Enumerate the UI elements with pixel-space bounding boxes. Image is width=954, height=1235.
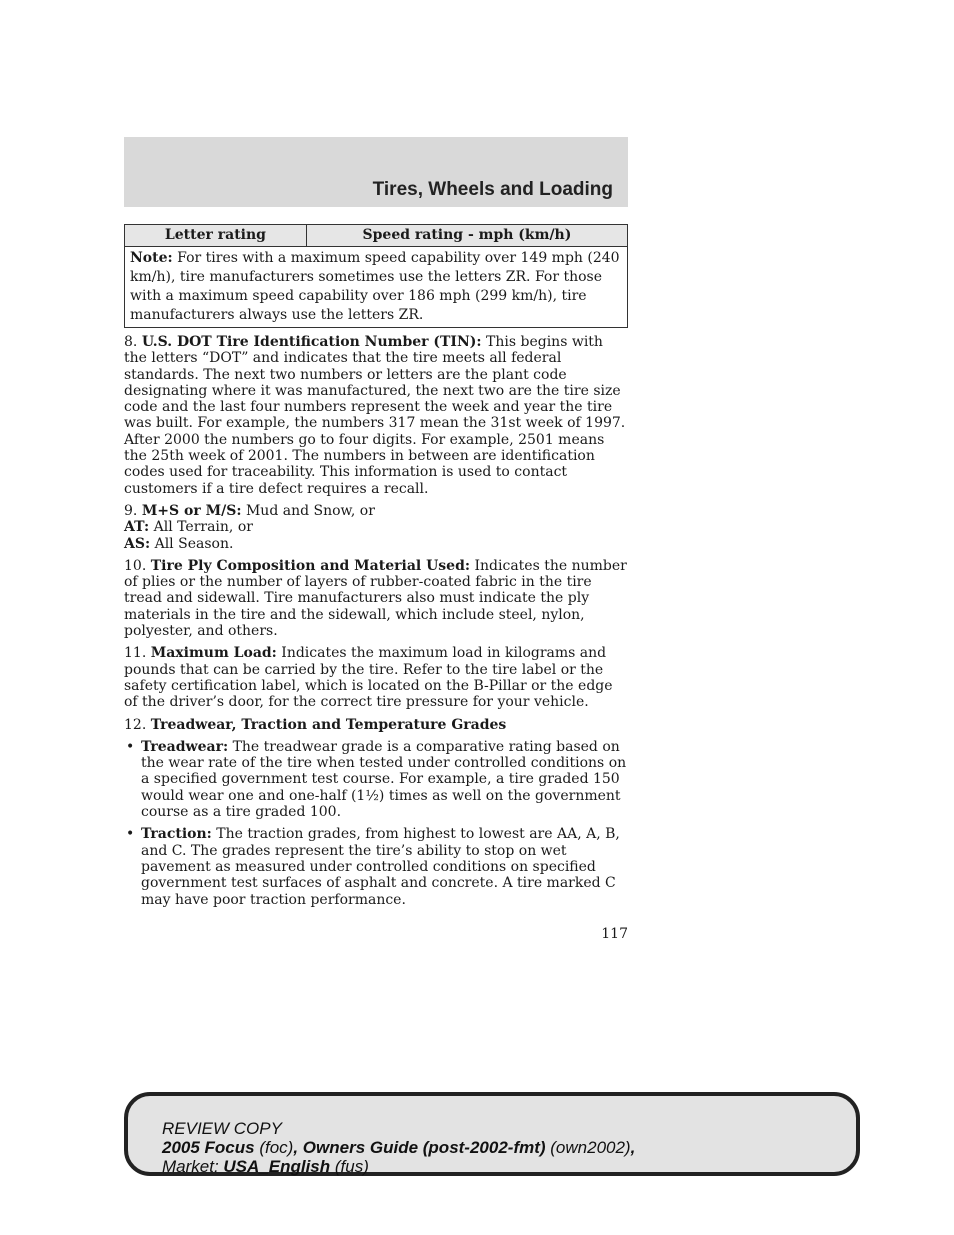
item-11-max-load bbox=[124, 645, 628, 710]
page-content bbox=[124, 224, 628, 914]
item-10-number: 10. bbox=[124, 557, 151, 574]
item-10-label: Tire Ply Composition and Material Used: bbox=[150, 557, 471, 574]
market-label: Market: bbox=[162, 1157, 224, 1176]
market-name: USA_English bbox=[223, 1157, 331, 1176]
treadwear-label: Treadwear: bbox=[141, 738, 229, 755]
speed-rating-table bbox=[124, 224, 628, 328]
traction-label: Traction: bbox=[141, 826, 212, 843]
traction-text: The traction grades, from highest to lowest are AA, A, B, and C. The grades represent the tire’s ability to stop on wet pavement as measured under controlled conditions on specified government test surfaces of asphalt and concrete. A tire marked C may have poor traction performance. bbox=[141, 826, 620, 908]
item-8-number: 8. bbox=[124, 334, 142, 350]
item-9-tire-types bbox=[124, 503, 628, 552]
note-label: Note: bbox=[130, 250, 173, 266]
model-name: 2005 Focus bbox=[162, 1138, 255, 1157]
bullet-icon: • bbox=[126, 738, 135, 755]
bullet-icon: • bbox=[126, 826, 135, 843]
ms-label: M+S or M/S: bbox=[141, 502, 242, 519]
list-item-treadwear bbox=[124, 739, 628, 820]
section-title: Tires, Wheels and Loading bbox=[372, 179, 613, 200]
ms-text: Mud and Snow, or bbox=[241, 502, 375, 519]
review-model-line bbox=[162, 1138, 856, 1157]
item-8-text: This begins with the letters “DOT” and indicates that the tire meets all federal standards. The next two numbers or letters are the plant code designating where it was manufactured, the next two are the tire size code and the last four numbers represent the week and year the tire was built. For example, the numbers 317 mean the 31st week of 1997. After 2000 the numbers go to four digits. For example, 2501 means the 25th week of 2001. The numbers in between are identification codes used for traceability. This information is used to contact customers if a tire defect requires a recall. bbox=[124, 334, 626, 497]
item-8-label: U.S. DOT Tire Identification Number (TIN): bbox=[141, 334, 482, 350]
review-copy-label: REVIEW COPY bbox=[162, 1119, 282, 1138]
guide-comma: , bbox=[630, 1138, 636, 1157]
letter-rating-header: Letter rating bbox=[125, 225, 307, 247]
item-9-number: 9. bbox=[124, 502, 142, 519]
page-number: 117 bbox=[601, 926, 628, 942]
review-market-line bbox=[162, 1157, 856, 1176]
treadwear-text: The treadwear grade is a comparative rating based on the wear rate of the tire when tested under controlled conditions on a specified government test course. For example, a tire graded 150 would wear one and one-half (1½) times as well on the government course as a tire graded 100. bbox=[141, 738, 627, 821]
item-8-tin bbox=[124, 334, 628, 497]
item-12-label: Treadwear, Traction and Temperature Grades bbox=[150, 716, 507, 733]
item-11-text: Indicates the maximum load in kilograms and pounds that can be carried by the tire. Refer to the tire label or the safety certification label, which is located on the B-Pillar or the edge of the driver’s door, for the correct tire pressure for your vehicle. bbox=[124, 645, 613, 711]
at-text: All Terrain, or bbox=[149, 519, 253, 536]
model-code: (foc) bbox=[254, 1138, 294, 1157]
note-text: For tires with a maximum speed capability over 149 mph (240 km/h), tire manufacturers sometimes use the letters ZR. For those with a maximum speed capability over 186 mph (299 km/h), tire manufacturers always use the letters ZR. bbox=[130, 250, 620, 323]
table-note-row bbox=[125, 247, 628, 328]
table-note-cell bbox=[125, 247, 628, 328]
grades-list bbox=[124, 739, 628, 908]
review-copy-box bbox=[124, 1092, 860, 1176]
speed-rating-header: Speed rating - mph (km/h) bbox=[306, 225, 627, 247]
guide-name: , Owners Guide (post-2002-fmt) bbox=[293, 1138, 546, 1157]
item-10-ply bbox=[124, 558, 628, 639]
table-header-row bbox=[125, 225, 628, 247]
section-header-band bbox=[124, 137, 628, 207]
item-11-label: Maximum Load: bbox=[150, 645, 277, 662]
at-label: AT: bbox=[124, 519, 150, 536]
guide-code: (own2002) bbox=[545, 1138, 631, 1157]
item-12-number: 12. bbox=[124, 716, 151, 733]
market-code: (fus) bbox=[330, 1157, 369, 1176]
item-12-heading bbox=[124, 717, 628, 733]
list-item-traction bbox=[124, 826, 628, 907]
item-11-number: 11. bbox=[124, 645, 151, 662]
as-label: AS: bbox=[124, 535, 151, 552]
as-text: All Season. bbox=[150, 535, 234, 552]
item-10-text: Indicates the number of plies or the number of layers of rubber-coated fabric in the tire tread and sidewall. Tire manufacturers also must indicate the ply materials in the tire and the sidewall, which include steel, nylon, polyester, and others. bbox=[124, 557, 627, 640]
